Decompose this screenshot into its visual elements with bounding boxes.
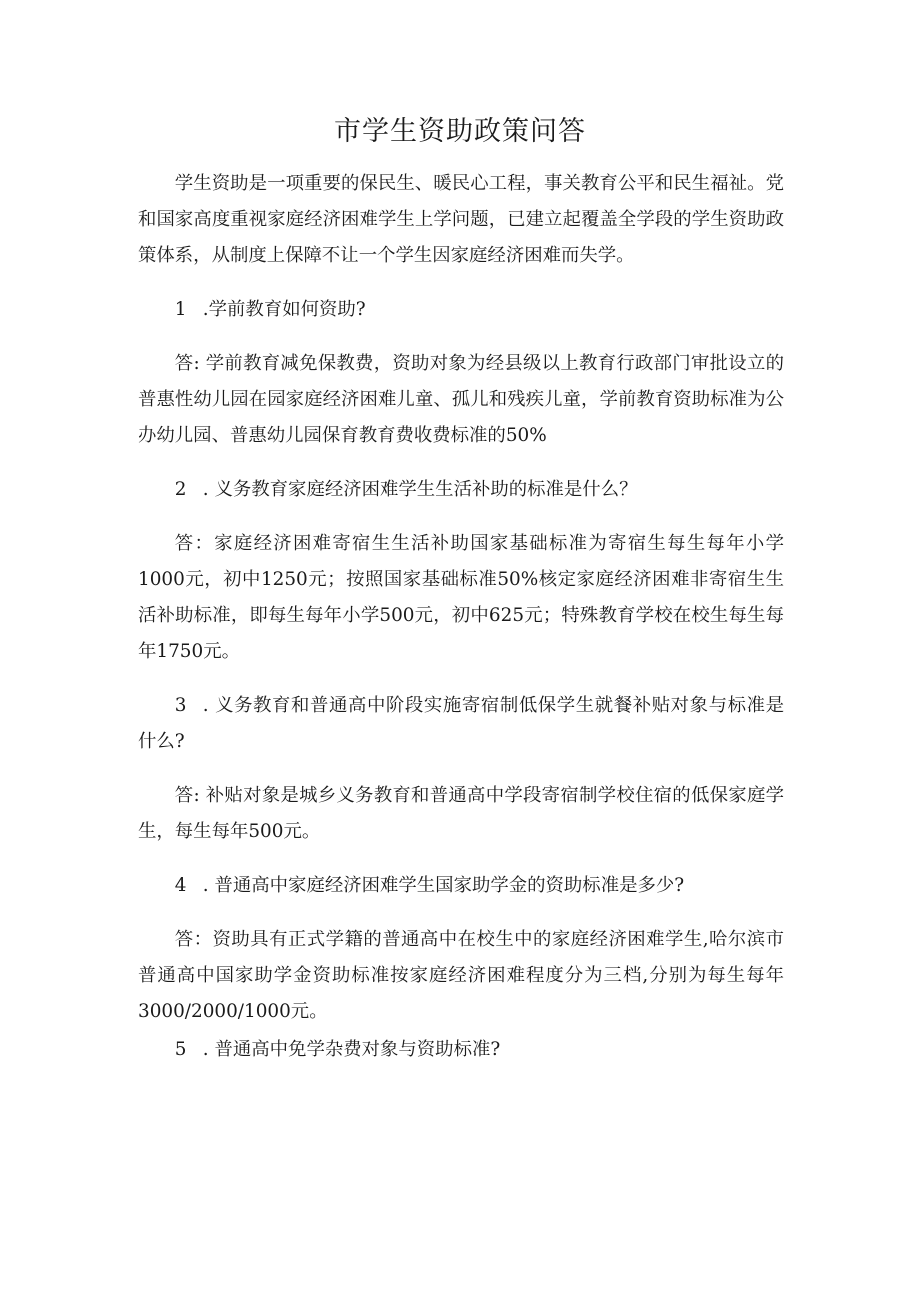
question-text: . 义务教育和普通高中阶段实施寄宿制低保学生就餐补贴对象与标准是什么?	[138, 695, 784, 752]
question-text: . 义务教育家庭经济困难学生生活补助的标准是什么？	[202, 479, 638, 500]
question-2	[138, 472, 784, 508]
answer-2: 答：家庭经济困难寄宿生生活补助国家基础标准为寄宿生每生每年小学1000元，初中1250元；按照国家基础标准50%核定家庭经济困难非寄宿生生活补助标准，即每生每年小学500元，初中625元；特殊教育学校在校生每生每年1750元。	[138, 533, 784, 662]
question-number: 2	[174, 479, 187, 500]
question-text: . 普通高中免学杂费对象与资助标准?	[202, 1039, 501, 1060]
document-title: 市学生资助政策问答	[334, 116, 586, 147]
answer-3: 答: 补贴对象是城乡义务教育和普通高中学段寄宿制学校住宿的低保家庭学生，每生每年500元。	[138, 785, 784, 842]
question-number: 3	[174, 695, 187, 716]
question-3	[138, 688, 784, 760]
intro-paragraph: 学生资助是一项重要的保民生、暖民心工程，事关教育公平和民生福祉。党和国家高度重视家庭经济困难学生上学问题，已建立起覆盖全学段的学生资助政策体系，从制度上保障不让一个学生因家庭经济困难而失学。	[138, 173, 784, 266]
question-number: 1	[174, 299, 187, 320]
answer-4: 答：资助具有正式学籍的普通高中在校生中的家庭经济困难学生,哈尔滨市普通高中国家助学金资助标准按家庭经济困难程度分为三档,分别为每生每年3000/2000/1000元。	[138, 929, 784, 1022]
question-5	[138, 1032, 784, 1068]
question-4	[138, 868, 784, 904]
answer-1: 答: 学前教育减免保教费，资助对象为经县级以上教育行政部门审批设立的普惠性幼儿园在园家庭经济困难儿童、孤儿和残疾儿童，学前教育资助标准为公办幼儿园、普惠幼儿园保育教育费收费标准的50%	[138, 353, 784, 446]
question-number: 4	[174, 875, 187, 896]
question-1	[138, 292, 784, 328]
question-number: 5	[174, 1039, 187, 1060]
question-text: .学前教育如何资助?	[202, 299, 366, 320]
question-text: . 普通高中家庭经济困难学生国家助学金的资助标准是多少?	[202, 875, 685, 896]
document-body	[138, 166, 784, 1086]
